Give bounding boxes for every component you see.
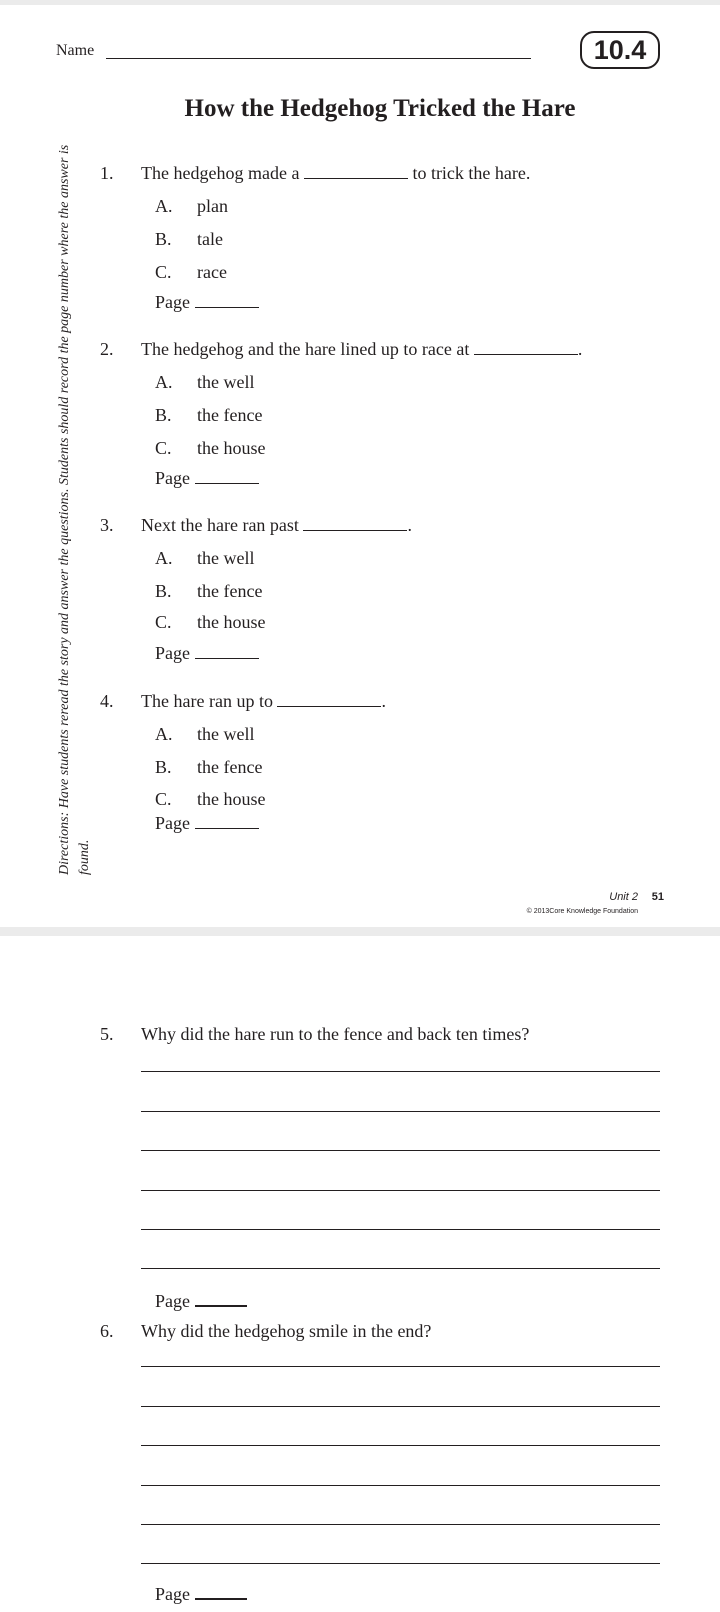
question-3-option-a[interactable]: the well [197,548,255,568]
footer-unit: Unit 2 [609,891,638,903]
question-1-number: 1. [100,163,114,183]
question-2-page-blank[interactable] [195,469,259,484]
question-3-blank[interactable] [303,516,407,531]
question-4-blank[interactable] [277,692,381,707]
question-6-answer-line[interactable] [141,1524,660,1525]
question-3-page-blank[interactable] [195,644,259,659]
question-6-page-label: Page [155,1584,247,1605]
worksheet-page-1 [0,5,720,927]
question-3-option-c-letter: C. [155,612,172,632]
question-3-page-label: Page [155,643,259,664]
question-2-option-c-letter: C. [155,438,172,458]
question-5-answer-line[interactable] [141,1268,660,1269]
footer-copyright: © 2013Core Knowledge Foundation [526,908,638,915]
question-4-option-c[interactable]: the house [197,789,266,809]
question-5-text: Why did the hare run to the fence and back ten times? [141,1024,530,1044]
question-4-page-blank[interactable] [195,814,259,829]
question-1-option-b-letter: B. [155,229,172,249]
question-4-page-label: Page [155,813,259,834]
question-2-option-c[interactable]: the house [197,438,266,458]
question-5-page-label: Page [155,1291,247,1312]
question-1-option-b[interactable]: tale [197,229,223,249]
name-label: Name [56,42,95,59]
question-2-option-a-letter: A. [155,372,173,392]
question-4-option-b[interactable]: the fence [197,757,263,777]
question-3-option-a-letter: A. [155,548,173,568]
question-3-option-b-letter: B. [155,581,172,601]
question-5-answer-line[interactable] [141,1071,660,1072]
question-4-option-b-letter: B. [155,757,172,777]
question-1-option-c-letter: C. [155,262,172,282]
question-3-text: Next the hare ran past . [141,515,412,535]
question-1-blank[interactable] [304,164,408,179]
question-3-option-b[interactable]: the fence [197,581,263,601]
worksheet-page-2 [0,936,720,1612]
question-6-answer-line[interactable] [141,1445,660,1446]
name-field-line[interactable] [106,58,531,59]
question-1-page-blank[interactable] [195,293,259,308]
question-5-answer-line[interactable] [141,1150,660,1151]
question-6-answer-line[interactable] [141,1366,660,1367]
question-3-option-c[interactable]: the house [197,612,266,632]
question-4-number: 4. [100,691,114,711]
question-5-number: 5. [100,1024,114,1044]
question-6-answer-line[interactable] [141,1406,660,1407]
question-2-text: The hedgehog and the hare lined up to race at . [141,339,583,359]
question-2-page-label: Page [155,468,259,489]
question-4-text: The hare ran up to . [141,691,386,711]
question-6-page-blank[interactable] [195,1584,247,1600]
lesson-badge: 10.4 [580,31,660,69]
question-4-option-a[interactable]: the well [197,724,255,744]
question-1-option-a[interactable]: plan [197,196,228,216]
question-5-page-blank[interactable] [195,1291,247,1307]
question-4-option-a-letter: A. [155,724,173,744]
question-2-number: 2. [100,339,114,359]
question-3-number: 3. [100,515,114,535]
question-2-option-b-letter: B. [155,405,172,425]
question-6-answer-line[interactable] [141,1485,660,1486]
question-2-option-a[interactable]: the well [197,372,255,392]
question-5-answer-line[interactable] [141,1111,660,1112]
question-2-blank[interactable] [474,340,578,355]
question-6-answer-line[interactable] [141,1563,660,1564]
worksheet-title: How the Hedgehog Tricked the Hare [184,95,576,122]
footer-page-number: 51 [651,891,664,903]
question-4-option-c-letter: C. [155,789,172,809]
question-1-option-a-letter: A. [155,196,173,216]
question-6-text: Why did the hedgehog smile in the end? [141,1321,432,1341]
question-5-answer-line[interactable] [141,1229,660,1230]
question-5-answer-line[interactable] [141,1190,660,1191]
question-1-page-label: Page [155,292,259,313]
question-2-option-b[interactable]: the fence [197,405,263,425]
directions-sidebar: Directions: Have students reread the story and answer the questions. Students should record the page number where the answer is found. [57,144,92,875]
question-6-number: 6. [100,1321,114,1341]
question-1-option-c[interactable]: race [197,262,227,282]
question-1-text: The hedgehog made a to trick the hare. [141,163,531,183]
